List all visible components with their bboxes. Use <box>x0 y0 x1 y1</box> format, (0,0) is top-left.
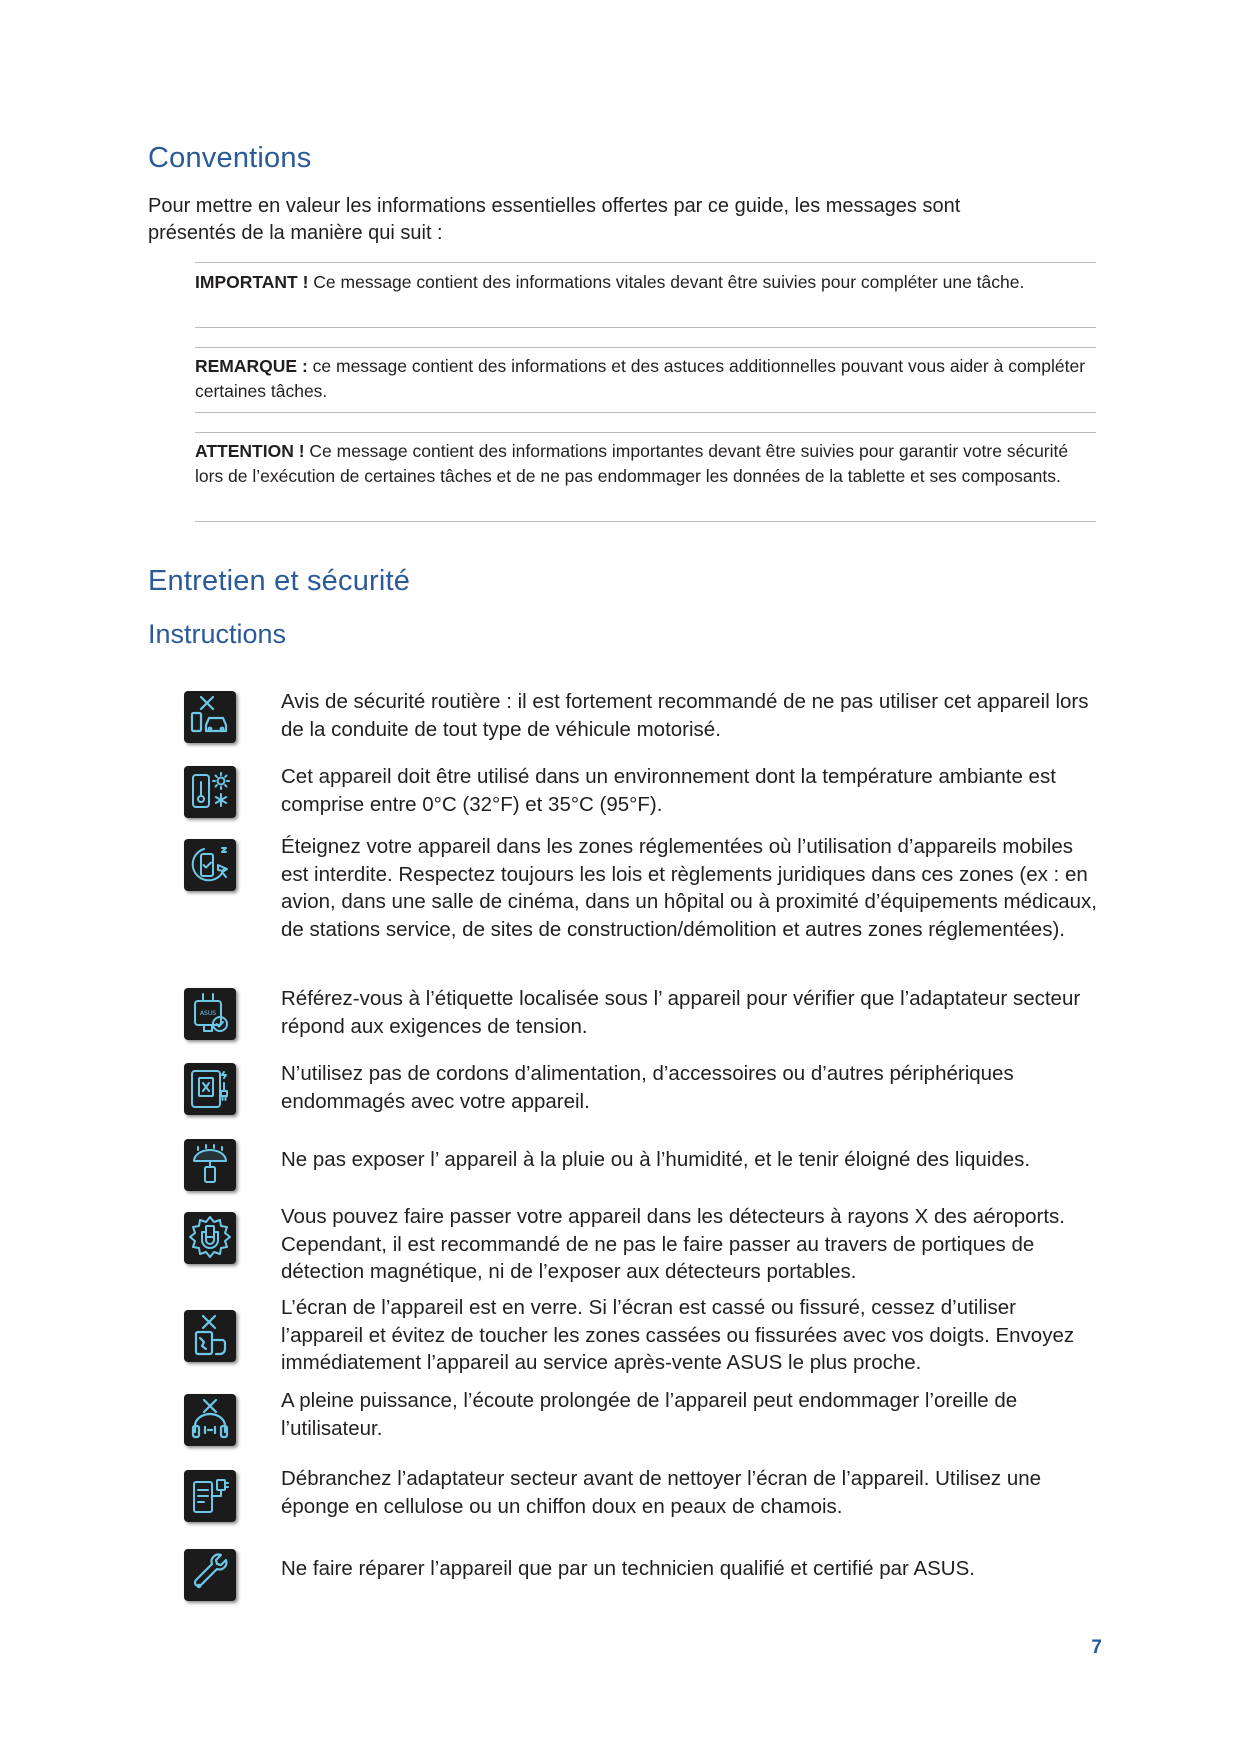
attention-text: Ce message contient des informations importantes devant être suivies pour garantir votre sécurité lors de l’exécution de certaines tâches et de ne pas endommager les données de la tablette et ses composants. <box>195 441 1069 486</box>
repair-tool-icon <box>184 1549 236 1601</box>
divider <box>195 262 1096 263</box>
instruction-text: Ne pas exposer l’ appareil à la pluie ou à l’humidité, et le tenir éloigné des liquides. <box>281 1148 1031 1171</box>
no-driving-icon <box>184 691 236 743</box>
safety-title: Entretien et sécurité <box>148 565 411 597</box>
important-text: Ce message contient des informations vitales devant être suivies pour compléter une tâche. <box>308 272 1025 292</box>
headphones-volume-icon <box>184 1394 236 1446</box>
instruction-text: Ne faire réparer l’appareil que par un technicien qualifié et certifié par ASUS. <box>281 1557 975 1580</box>
instructions-subtitle: Instructions <box>148 619 287 649</box>
conventions-intro: Pour mettre en valeur les informations essentielles offertes par ce guide, les messages sont présentés de la manière qui suit : <box>148 195 961 244</box>
unplug-clean-icon <box>184 1470 236 1522</box>
instruction-text: A pleine puissance, l’écoute prolongée de l’appareil peut endommager l’oreille de l’utilisateur. <box>281 1389 1018 1440</box>
umbrella-icon <box>184 1139 236 1191</box>
instruction-text: Référez-vous à l’étiquette localisée sous l’ appareil pour vérifier que l’adaptateur secteur répond aux exigences de tension. <box>281 987 1081 1038</box>
broken-screen-icon <box>184 1310 236 1362</box>
adapter-label-icon <box>184 988 236 1040</box>
remarque-label: REMARQUE : <box>195 356 308 376</box>
attention-label: ATTENTION ! <box>195 441 305 461</box>
damaged-cord-icon <box>184 1063 236 1115</box>
divider <box>195 327 1096 328</box>
page-number: 7 <box>1091 1637 1102 1658</box>
important-note <box>195 270 1096 295</box>
divider <box>195 432 1096 433</box>
instruction-text: N’utilisez pas de cordons d’alimentation, d’accessoires ou d’autres périphériques endommagés avec votre appareil. <box>281 1062 1014 1113</box>
conventions-title: Conventions <box>148 142 312 174</box>
temperature-icon <box>184 766 236 818</box>
divider <box>195 412 1096 413</box>
svg-text:ASUS: ASUS <box>199 1010 217 1017</box>
instruction-text: L’écran de l’appareil est en verre. Si l’écran est cassé ou fissuré, cessez d’utiliser l’appareil et évitez de toucher les zones cassées ou fissurées avec vos doigts. Envoyez immédiatement l’appareil au service après-vente ASUS le plus proche. <box>281 1296 1075 1374</box>
instruction-text: Avis de sécurité routière : il est fortement recommandé de ne pas utiliser cet appareil lors de la conduite de tout type de véhicule motorisé. <box>281 690 1089 741</box>
important-label: IMPORTANT ! <box>195 272 309 292</box>
instruction-text: Cet appareil doit être utilisé dans un environnement dont la température ambiante est comprise entre 0°C (32°F) et 35°C (95°F). <box>281 765 1056 816</box>
instruction-text: Débranchez l’adaptateur secteur avant de nettoyer l’écran de l’appareil. Utilisez une éponge en cellulose ou un chiffon doux en peaux de chamois. <box>281 1467 1042 1518</box>
divider <box>195 521 1096 522</box>
airplane-mode-icon <box>184 839 236 891</box>
instruction-text: Éteignez votre appareil dans les zones réglementées où l’utilisation d’appareils mobiles est interdite. Respectez toujours les lois et règlements juridiques dans ces zones (ex : en avion, dans une salle de cinéma, dans un hôpital ou à proximité d’équipements médicaux, de stations service, de sites de construction/démolition et autres zones réglementées). <box>281 835 1097 941</box>
remarque-note <box>195 354 1096 404</box>
attention-note <box>195 439 1096 489</box>
divider <box>195 347 1096 348</box>
instruction-text: Vous pouvez faire passer votre appareil dans les détecteurs à rayons X des aéroports. Cependant, il est recommandé de ne pas le faire passer au travers de portiques de détection magnétique, ni de l’exposer aux détecteurs portables. <box>281 1205 1066 1283</box>
remarque-text: ce message contient des informations et des astuces additionnelles pouvant vous aider à compléter certaines tâches. <box>195 356 1086 401</box>
magnetic-detector-icon <box>184 1212 236 1264</box>
